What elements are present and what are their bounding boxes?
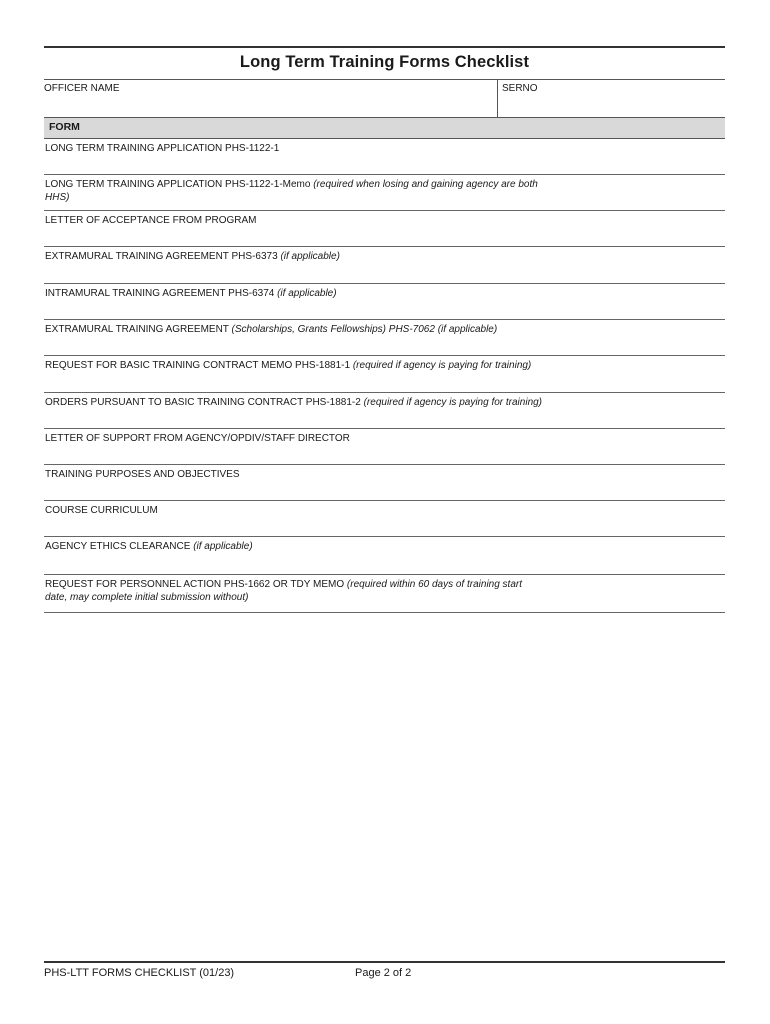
- form-note: (required if agency is paying for training): [363, 397, 543, 408]
- checklist-row: [44, 174, 725, 211]
- form-name: AGENCY ETHICS CLEARANCE: [45, 541, 194, 552]
- checklist-row-text: [45, 396, 545, 409]
- checklist-row-text: [45, 578, 545, 604]
- officer-name-label: OFFICER NAME: [44, 83, 120, 94]
- form-name: LETTER OF SUPPORT FROM AGENCY/OPDIV/STAFF DIRECTOR: [45, 433, 350, 444]
- checklist-row: [44, 428, 725, 465]
- footer-page-number: Page 2 of 2: [355, 967, 412, 979]
- checklist-row: [44, 500, 725, 537]
- form-column-header: [44, 117, 725, 139]
- top-rule: [44, 46, 725, 48]
- form-note: (if applicable): [277, 288, 337, 299]
- checklist-row: [44, 355, 725, 393]
- footer-rule: [44, 961, 725, 963]
- form-note: (if applicable): [193, 541, 253, 552]
- checklist-page: [44, 0, 725, 1024]
- checklist-row: [44, 574, 725, 613]
- form-name: LONG TERM TRAINING APPLICATION PHS-1122-1: [45, 143, 280, 154]
- form-name: TRAINING PURPOSES AND OBJECTIVES: [45, 469, 240, 480]
- footer-form-id: PHS-LTT FORMS CHECKLIST (01/23): [44, 967, 235, 979]
- form-note: (required within 60 days of training start date, may complete initial submission without): [45, 579, 523, 603]
- checklist-row-text: [45, 142, 545, 155]
- checklist-row-text: [45, 540, 545, 553]
- checklist-row-text: [45, 287, 545, 300]
- form-name: REQUEST FOR BASIC TRAINING CONTRACT MEMO PHS-1881-1: [45, 360, 353, 371]
- officer-header-row: [44, 79, 725, 118]
- form-name: EXTRAMURAL TRAINING AGREEMENT: [45, 324, 232, 335]
- checklist-row-text: [45, 359, 545, 372]
- form-name: INTRAMURAL TRAINING AGREEMENT PHS-6374: [45, 288, 278, 299]
- serno-label: SERNO: [502, 83, 538, 94]
- checklist-row: [44, 536, 725, 575]
- checklist-row-text: [45, 214, 545, 227]
- checklist-row: [44, 464, 725, 501]
- checklist-row-text: [45, 504, 545, 517]
- form-name: REQUEST FOR PERSONNEL ACTION PHS-1662 OR TDY MEMO: [45, 579, 347, 590]
- checklist-row: [44, 283, 725, 320]
- checklist-row: [44, 246, 725, 284]
- checklist-row: [44, 319, 725, 356]
- checklist-row-text: [45, 178, 545, 204]
- checklist-row-text: [45, 432, 545, 445]
- form-name: LONG TERM TRAINING APPLICATION PHS-1122-1-Memo: [45, 179, 314, 190]
- checklist-row-text: [45, 250, 545, 263]
- checklist-row: [44, 392, 725, 429]
- form-note: (required if agency is paying for training): [352, 360, 532, 371]
- form-note: (Scholarships, Grants Fellowships) PHS-7062 (if applicable): [231, 324, 498, 335]
- checklist-row-text: [45, 323, 545, 336]
- form-name: ORDERS PURSUANT TO BASIC TRAINING CONTRACT PHS-1881-2: [45, 397, 364, 408]
- header-divider: [497, 80, 498, 117]
- checklist-row: [44, 138, 725, 175]
- form-note: (if applicable): [280, 251, 340, 262]
- form-name: LETTER OF ACCEPTANCE FROM PROGRAM: [45, 215, 257, 226]
- form-name: EXTRAMURAL TRAINING AGREEMENT PHS-6373: [45, 251, 281, 262]
- form-note: (required when losing and gaining agency are both HHS): [45, 179, 538, 203]
- page-title: Long Term Training Forms Checklist: [239, 53, 530, 71]
- checklist-row-text: [45, 468, 545, 481]
- form-column-label: FORM: [49, 121, 80, 133]
- form-name: COURSE CURRICULUM: [45, 505, 158, 516]
- checklist-row: [44, 210, 725, 247]
